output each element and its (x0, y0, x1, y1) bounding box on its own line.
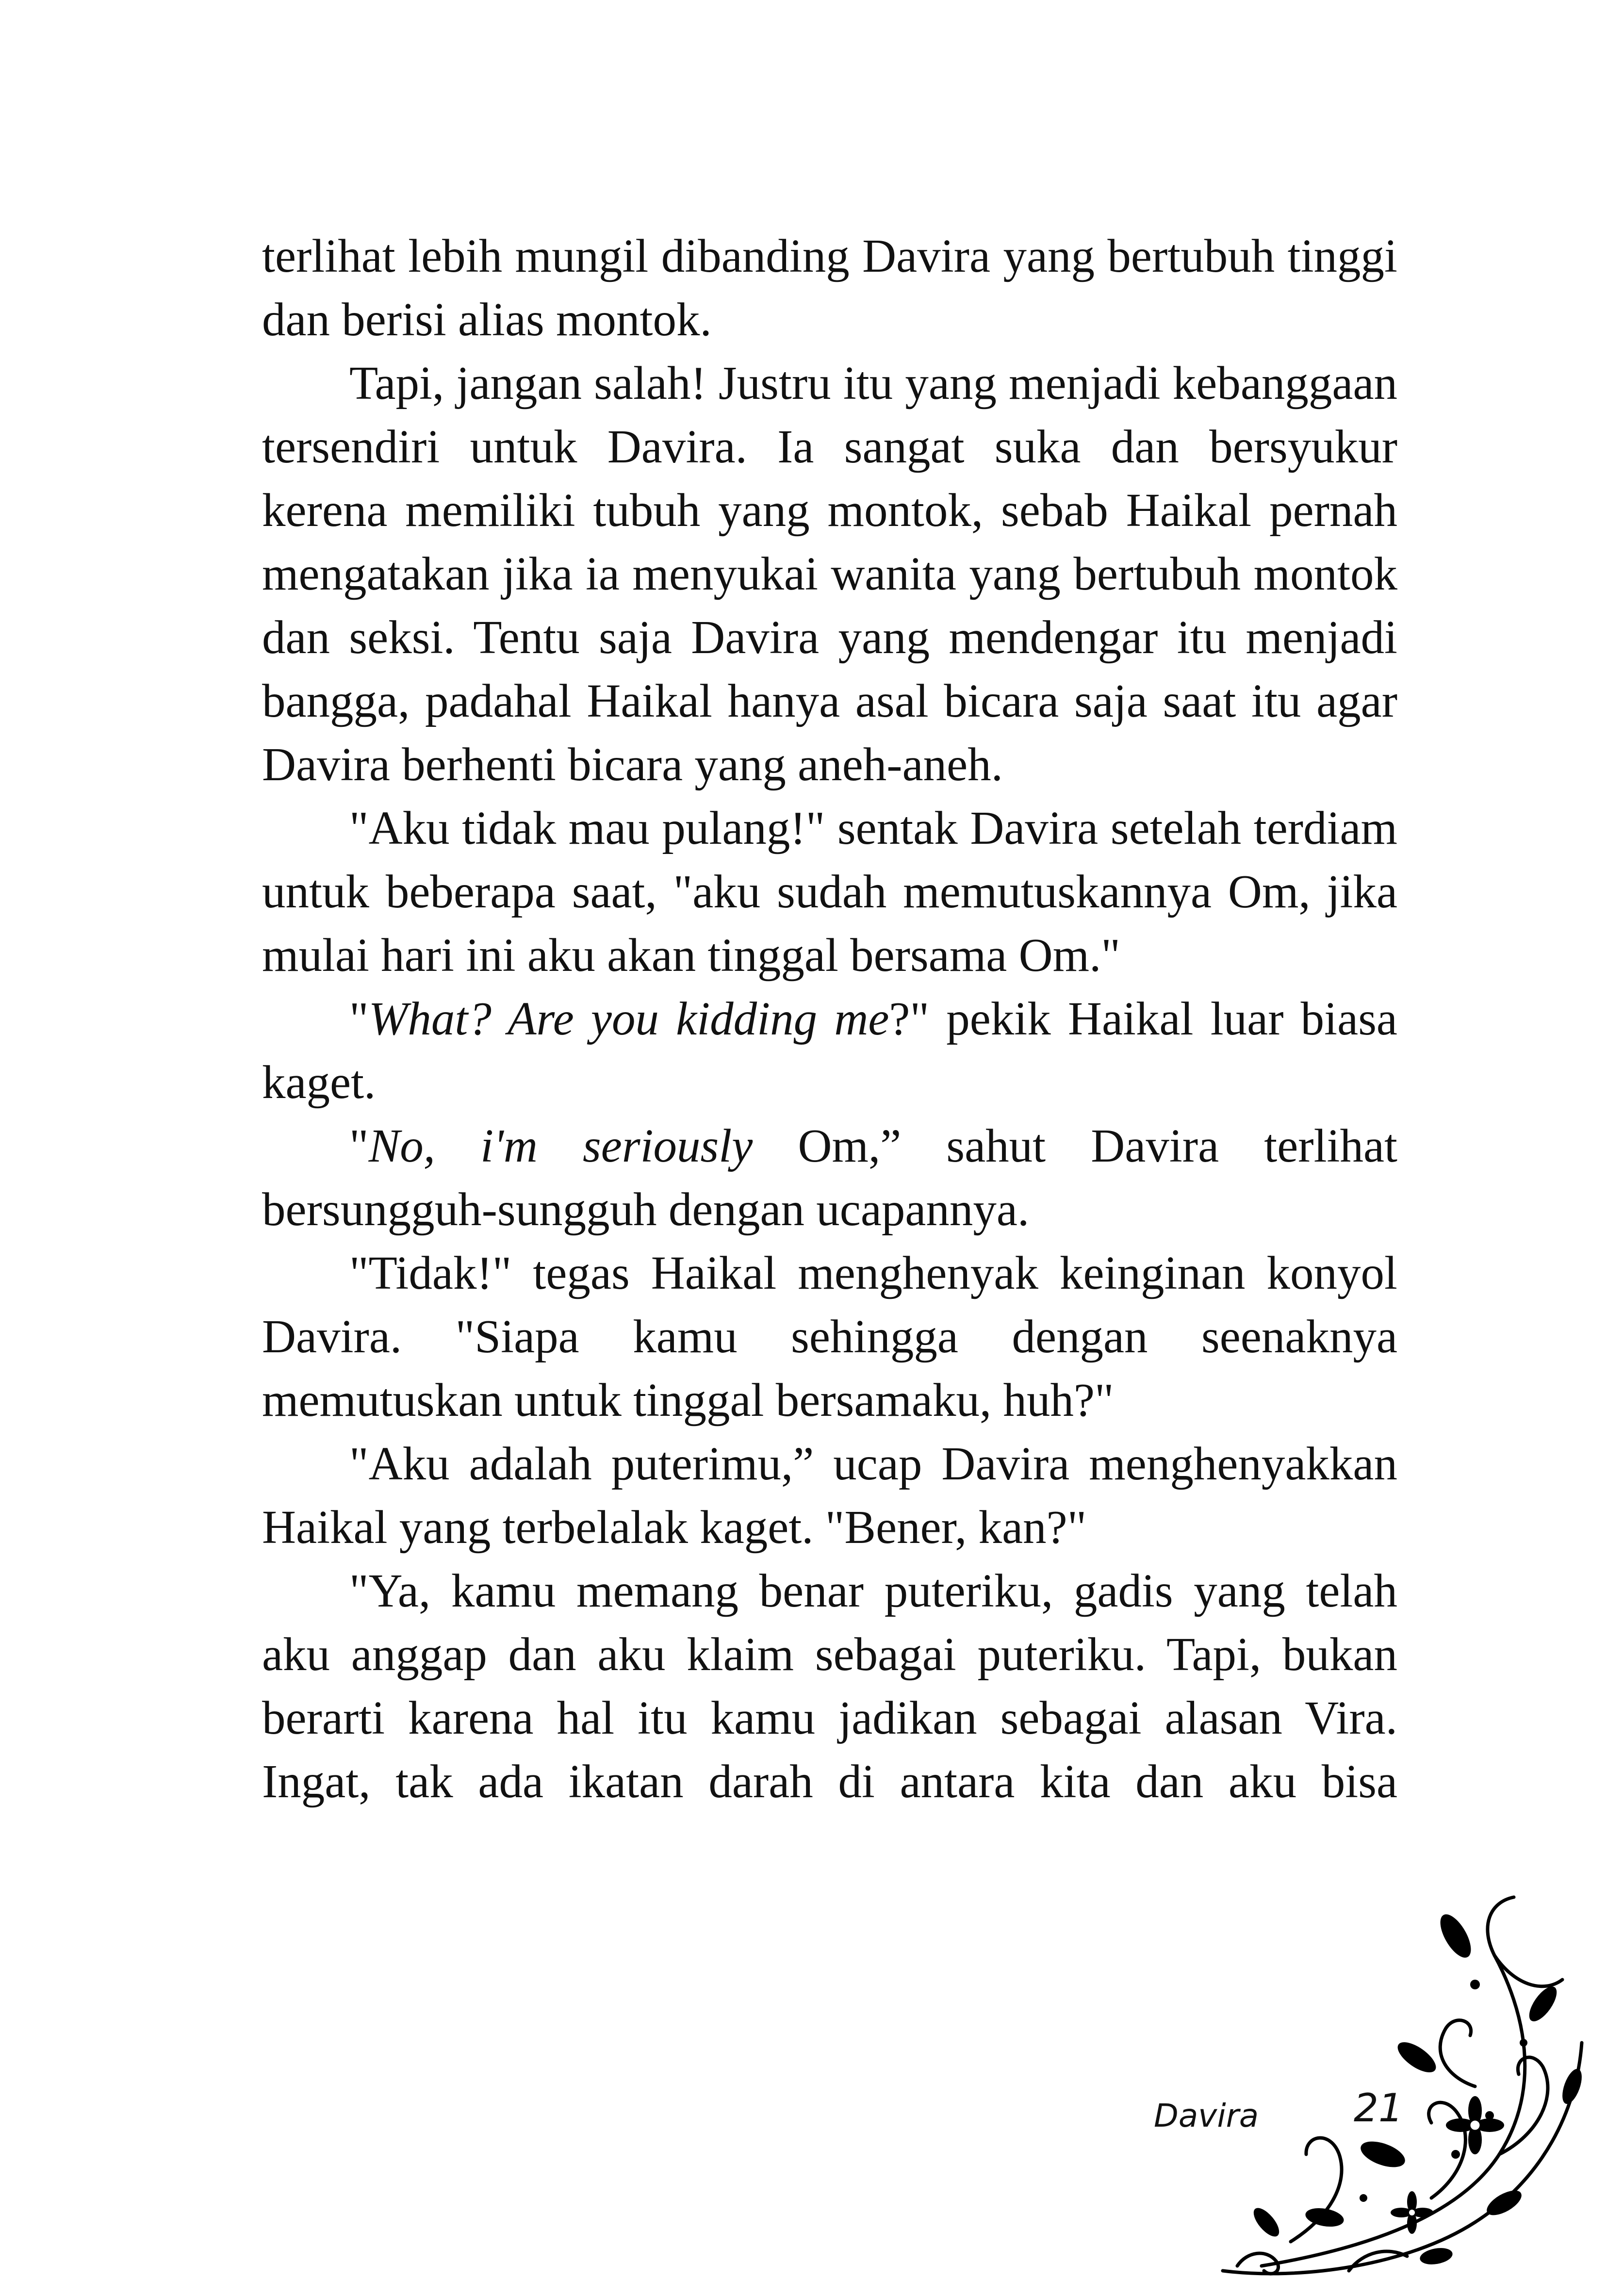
paragraph (262, 1559, 1397, 1813)
text-run: ?" pekik Haikal luar biasa kaget. (262, 993, 1397, 1108)
italic-phrase: What? Are you kidding me (368, 993, 889, 1045)
paragraph (262, 1114, 1397, 1241)
text-run: "Aku adalah puterimu,” ucap Davira menghenyakkan Haikal yang terbelalak kaget. "Bener, kan?" (262, 1438, 1397, 1553)
text-run: " (349, 1120, 369, 1172)
text-run: Om,” sahut Davira terlihat bersungguh-sungguh dengan ucapannya. (262, 1120, 1397, 1235)
body-text (262, 224, 1397, 1813)
text-run: Tapi, jangan salah! Justru itu yang menjadi kebanggaan tersendiri untuk Davira. Ia sangat suka dan bersyukur kerena memiliki tubuh yang montok, sebab Haikal pernah mengatakan jika ia menyukai wanita yang bertubuh montok dan seksi. Tentu saja Davira yang mendengar itu menjadi bangga, padahal Haikal hanya asal bicara saja saat itu agar Davira berhenti bicara yang aneh-aneh. (262, 357, 1397, 790)
paragraph (262, 987, 1397, 1114)
page-number: 21 (1354, 2085, 1403, 2131)
text-run: terlihat lebih mungil dibanding Davira yang bertubuh tinggi dan berisi alias montok. (262, 230, 1397, 345)
text-run: " (349, 993, 369, 1045)
text-run: "Tidak!" tegas Haikal menghenyak keinginan konyol Davira. "Siapa kamu sehingga dengan seenaknya memutuskan untuk tinggal bersamaku, huh?" (262, 1247, 1397, 1426)
paragraph (262, 224, 1397, 351)
text-run: "Ya, kamu memang benar puteriku, gadis yang telah aku anggap dan aku klaim sebagai puteriku. Tapi, bukan berarti karena hal itu kamu jadikan sebagai alasan Vira. Ingat, tak ada ikatan darah di antara kita dan aku bisa (262, 1565, 1397, 1807)
italic-phrase: No, i'm seriously (368, 1120, 753, 1172)
paragraph (262, 351, 1397, 796)
paragraph (262, 796, 1397, 987)
running-title: Davira (1154, 2097, 1259, 2134)
text-run: "Aku tidak mau pulang!" sentak Davira setelah terdiam untuk beberapa saat, "aku sudah memutuskannya Om, jika mulai hari ini aku akan tinggal bersama Om." (262, 802, 1397, 981)
paragraph (262, 1432, 1397, 1559)
paragraph (262, 1241, 1397, 1432)
floral-swirl-icon (1203, 1883, 1607, 2296)
